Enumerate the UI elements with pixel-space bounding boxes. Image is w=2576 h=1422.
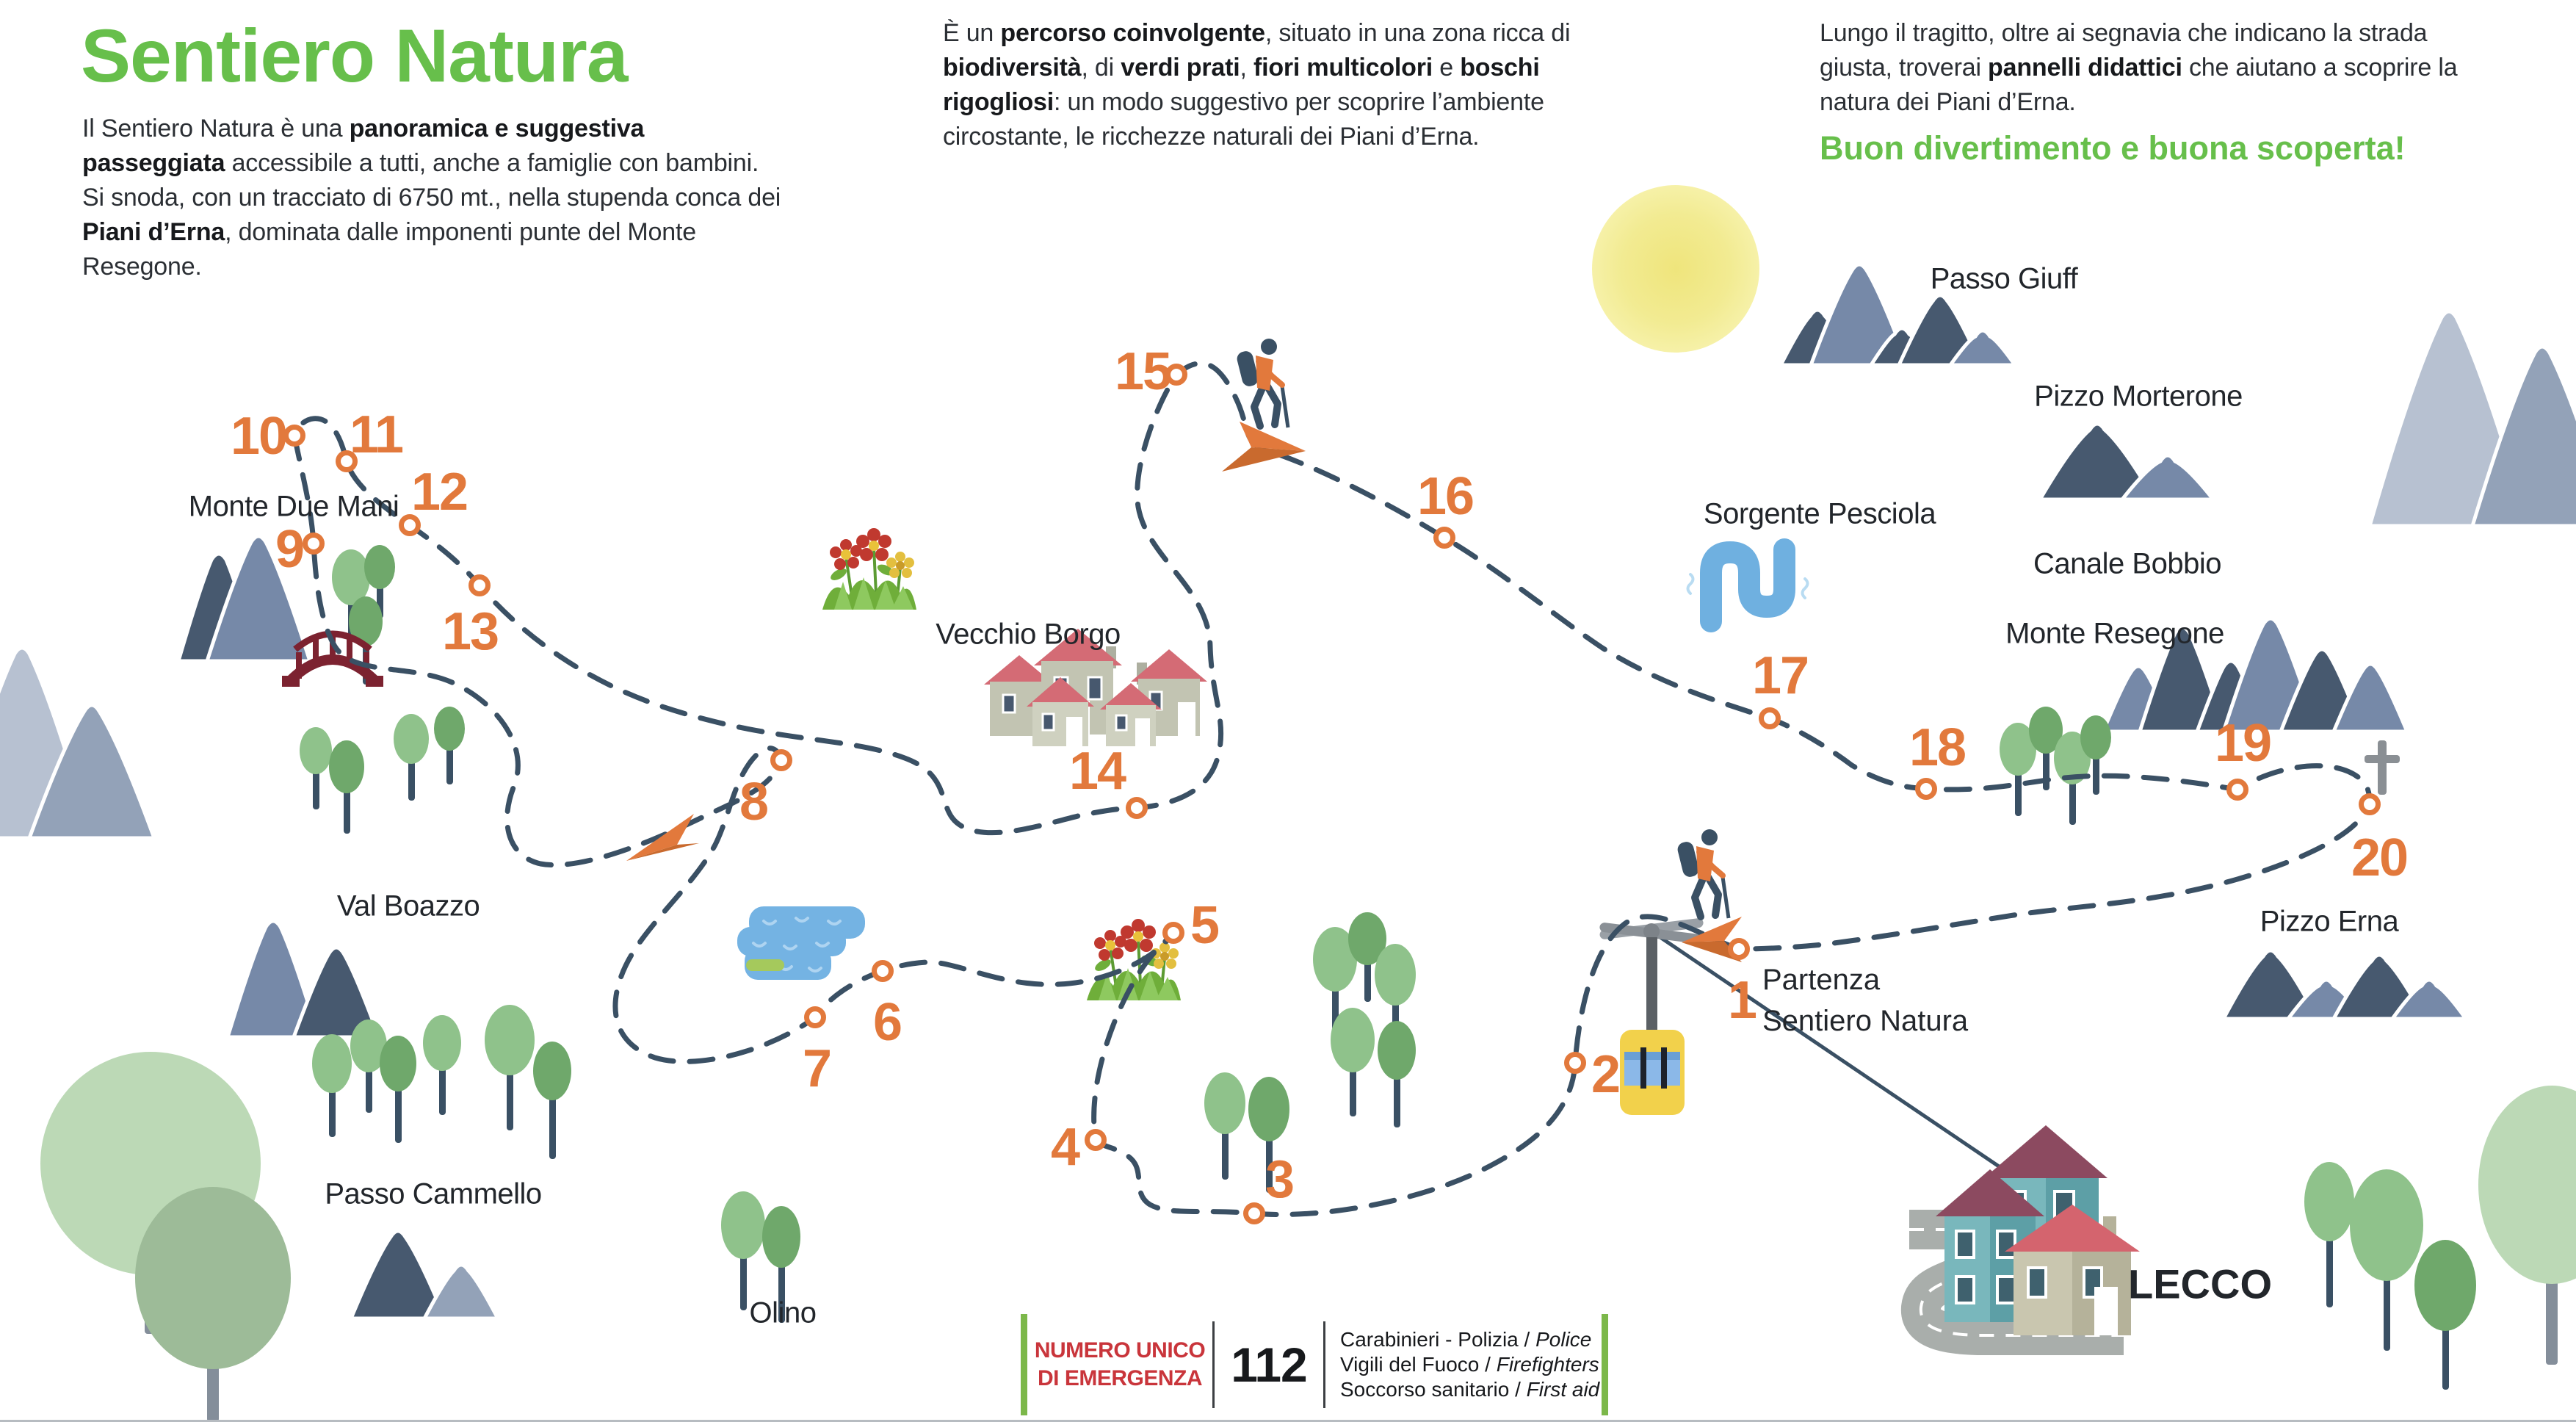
waypoint-number-9: 9 [275, 520, 304, 579]
waypoint-marker-10 [283, 425, 305, 447]
intro-paragraph-right: Lungo il tragitto, oltre ai segnavia che indicano la strada giusta, troverai pannelli didattici che aiutano a scoprire la natura dei Piani d’Erna. [1820, 19, 2458, 116]
waypoint-marker-6 [872, 960, 894, 982]
label-monte-resegone: Monte Resegone [2005, 617, 2224, 650]
sun-icon [1592, 185, 1759, 353]
waypoint-marker-3 [1243, 1202, 1265, 1224]
green-bar [1602, 1314, 1608, 1415]
waypoint-marker-4 [1085, 1129, 1107, 1151]
waypoint-number-2: 2 [1591, 1045, 1620, 1104]
waypoint-number-8: 8 [739, 773, 768, 831]
waypoint-number-13: 13 [441, 602, 499, 661]
waypoint-number-15: 15 [1114, 342, 1171, 401]
label-lecco: LECCO [2128, 1260, 2272, 1307]
summit-cross-icon [2365, 740, 2400, 795]
emergency-number: 112 [1231, 1338, 1307, 1392]
intro-paragraph-left: Il Sentiero Natura è una panoramica e suggestiva passeggiata accessibile a tutti, anche a famiglie con bambini. Si snoda, con un tracciato di 6750 mt., nella stupenda conca dei Piani d’Erna, dominata dalle imponenti punte del Monte Resegone. [82, 115, 781, 281]
waypoint-number-7: 7 [802, 1039, 831, 1098]
emergency-service-line: Soccorso sanitario / First aid [1340, 1378, 1600, 1401]
waypoint-marker-9 [303, 533, 325, 555]
intro-paragraph-middle: È un percorso coinvolgente, situato in una zona ricca di biodiversità, di verdi prati, fiori multicolori e boschi rigogliosi: un modo suggestivo per scoprire l’ambiente circostante, le ricchezze naturali dei Piani d’Erna. [943, 19, 1571, 151]
waypoint-marker-13 [468, 574, 491, 596]
emergency-service-line: Carabinieri - Polizia / Police [1340, 1328, 1592, 1351]
waypoint-number-12: 12 [410, 463, 468, 521]
waypoint-marker-7 [804, 1006, 826, 1028]
waypoint-number-3: 3 [1265, 1150, 1294, 1209]
label-sorgente-pesciola: Sorgente Pesciola [1703, 497, 1936, 530]
label-passo-giuff: Passo Giuff [1930, 262, 2078, 295]
label-vecchio-borgo: Vecchio Borgo [936, 618, 1121, 651]
emergency-services [1325, 1327, 1602, 1402]
waypoint-number-10: 10 [230, 407, 287, 466]
waypoint-number-17: 17 [1751, 646, 1809, 705]
waypoint-marker-14 [1126, 797, 1148, 819]
label-partenza-line2: Sentiero Natura [1762, 1005, 1969, 1037]
waypoint-marker-1 [1728, 938, 1750, 960]
label-monte-due-mani: Monte Due Mani [188, 490, 399, 523]
waypoint-number-6: 6 [872, 993, 902, 1052]
lecco-houses-icon [1936, 1125, 2140, 1335]
waypoint-number-14: 14 [1068, 742, 1126, 801]
waypoint-marker-16 [1433, 527, 1455, 549]
waypoint-number-20: 20 [2351, 829, 2408, 887]
lake-icon [737, 906, 865, 980]
hiker-icon [1676, 829, 1729, 918]
waypoint-marker-18 [1915, 778, 1937, 800]
waypoint-number-18: 18 [1909, 718, 1966, 777]
flowers-icon [822, 528, 916, 610]
waypoint-number-5: 5 [1190, 896, 1219, 955]
label-partenza-line1: Partenza [1762, 964, 1881, 996]
label-pizzo-erna: Pizzo Erna [2260, 905, 2399, 938]
direction-arrow-icon [1222, 422, 1306, 472]
waypoint-number-11: 11 [349, 405, 403, 464]
waypoint-marker-19 [2226, 779, 2248, 801]
direction-arrow-icon [626, 814, 699, 861]
waypoint-marker-2 [1564, 1052, 1586, 1074]
spring-river-icon [1688, 549, 1808, 621]
waypoint-number-19: 19 [2214, 714, 2271, 773]
waypoint-number-4: 4 [1050, 1118, 1079, 1177]
waypoint-number-16: 16 [1417, 467, 1474, 526]
tagline: Buon divertimento e buona scoperta! [1820, 129, 2406, 167]
page-title: Sentiero Natura [81, 14, 628, 98]
waypoint-marker-17 [1759, 707, 1781, 729]
label-passo-cammello: Passo Cammello [325, 1177, 542, 1210]
emergency-service-line: Vigili del Fuoco / Firefighters [1340, 1353, 1599, 1376]
emergency-number-box [1021, 1312, 1608, 1418]
label-val-boazzo: Val Boazzo [336, 889, 480, 923]
emergency-label: NUMERO UNICO DI EMERGENZA [1034, 1338, 1206, 1390]
waypoint-number-1: 1 [1727, 971, 1756, 1030]
waypoint-marker-20 [2359, 793, 2381, 815]
label-pizzo-morterone: Pizzo Morterone [2034, 380, 2243, 413]
waypoint-marker-5 [1162, 922, 1184, 944]
green-bar [1021, 1314, 1027, 1415]
label-canale-bobbio: Canale Bobbio [2033, 547, 2221, 580]
waypoint-marker-8 [770, 749, 792, 771]
label-olino: Olino [749, 1296, 817, 1329]
